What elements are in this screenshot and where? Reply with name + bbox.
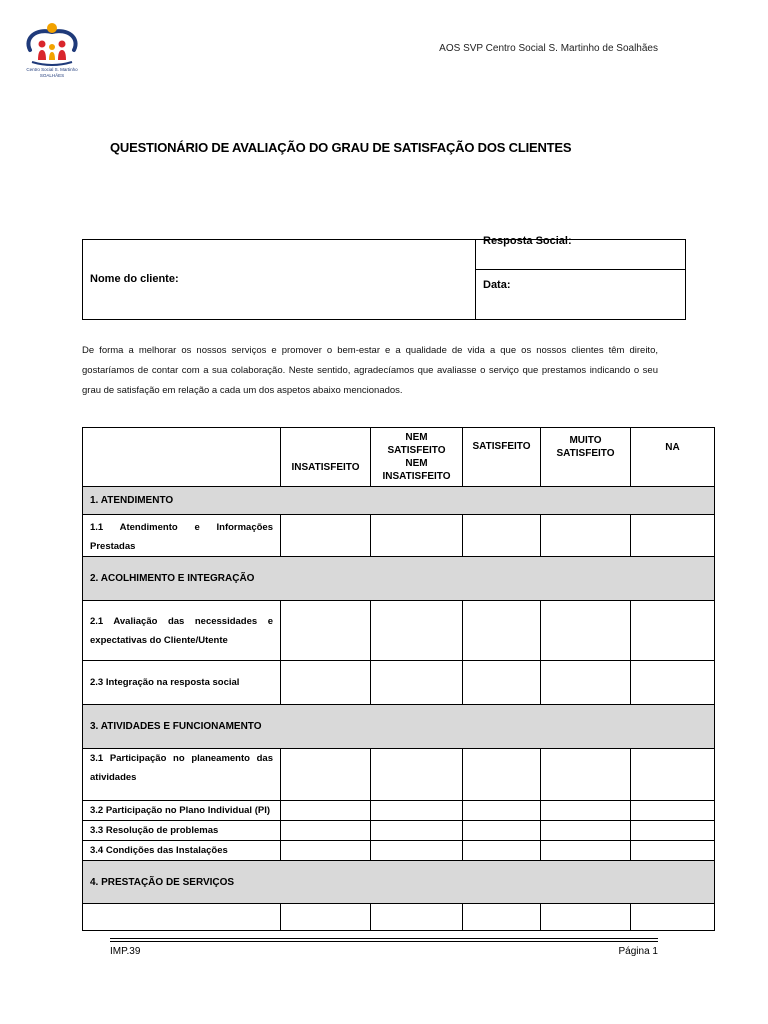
table-row	[83, 821, 715, 841]
rating-cell[interactable]	[463, 749, 541, 801]
section-row	[83, 487, 715, 515]
item-label: 3.1 Participação no planeamento das atividades	[83, 749, 281, 801]
social-response-label: Resposta Social:	[483, 235, 572, 247]
rating-cell[interactable]	[281, 749, 371, 801]
table-row	[83, 841, 715, 861]
rating-cell[interactable]	[371, 749, 463, 801]
logo-caption: Centro Social S. Martinho	[26, 67, 78, 72]
column-header-na: NA	[631, 428, 715, 487]
rating-cell[interactable]	[371, 801, 463, 821]
rating-cell[interactable]	[463, 661, 541, 705]
rating-cell[interactable]	[371, 841, 463, 861]
rating-cell[interactable]	[463, 601, 541, 661]
item-label: 2.3 Integração na resposta social	[83, 661, 281, 705]
logo-caption-location: SOALHÃES	[39, 73, 65, 78]
rating-cell[interactable]	[541, 515, 631, 557]
rating-cell[interactable]	[541, 821, 631, 841]
rating-cell[interactable]	[541, 749, 631, 801]
footer-divider	[110, 938, 658, 939]
column-header-satisfeito: SATISFEITO	[463, 428, 541, 487]
section-row	[83, 557, 715, 601]
rating-cell[interactable]	[631, 515, 715, 557]
section-row	[83, 861, 715, 904]
rating-cell[interactable]	[281, 515, 371, 557]
column-header-muito-satisfeito	[541, 428, 631, 487]
rating-cell[interactable]	[281, 904, 371, 931]
organization-name: AOS SVP Centro Social S. Martinho de Soalhães	[439, 43, 658, 54]
rating-cell[interactable]	[463, 801, 541, 821]
rating-cell[interactable]	[281, 841, 371, 861]
column-header-nem-satisfeito	[371, 428, 463, 487]
section-title-atendimento: 1. ATENDIMENTO	[83, 487, 715, 515]
table-row	[83, 515, 715, 557]
rating-cell[interactable]	[463, 904, 541, 931]
rating-cell[interactable]	[281, 821, 371, 841]
table-row	[83, 661, 715, 705]
table-row	[83, 904, 715, 931]
rating-cell[interactable]	[371, 601, 463, 661]
section-title-acolhimento: 2. ACOLHIMENTO E INTEGRAÇÃO	[83, 557, 715, 601]
client-name-label: Nome do cliente:	[90, 273, 179, 285]
table-row	[83, 749, 715, 801]
rating-cell[interactable]	[541, 801, 631, 821]
rating-cell[interactable]	[371, 904, 463, 931]
rating-cell[interactable]	[541, 841, 631, 861]
column-header-insatisfeito: INSATISFEITO	[281, 428, 371, 487]
client-info-box	[82, 235, 686, 320]
item-label: 3.2 Participação no Plano Individual (PI)	[83, 801, 281, 821]
intro-paragraph: De forma a melhorar os nossos serviços e promover o bem-estar e a qualidade de vida a que os nossos clientes têm direito, gostaríamos de contar com a sua colaboração. Neste sentido, agradecíamos que avaliasse o serviço que prestamos indicando o seu grau de satisfação em relação a cada um dos aspetos abaixo mencionados.	[82, 345, 658, 396]
date-label: Data:	[483, 279, 511, 291]
rating-cell[interactable]	[631, 904, 715, 931]
table-row	[83, 601, 715, 661]
table-row	[83, 801, 715, 821]
page-title: QUESTIONÁRIO DE AVALIAÇÃO DO GRAU DE SATISFAÇÃO DOS CLIENTES	[110, 140, 572, 155]
rating-cell[interactable]	[371, 515, 463, 557]
rating-cell[interactable]	[463, 515, 541, 557]
table-header-row	[83, 428, 715, 487]
item-label: 3.3 Resolução de problemas	[83, 821, 281, 841]
social-response-field[interactable]	[476, 235, 685, 270]
logo-figures-icon	[20, 20, 84, 68]
column-header-muito-satisfeito-label: MUITO SATISFEITO	[556, 435, 615, 459]
rating-cell[interactable]	[463, 841, 541, 861]
footer-divider	[110, 941, 658, 942]
header-empty-cell	[83, 428, 281, 487]
rating-cell[interactable]	[371, 661, 463, 705]
section-title-prestacao: 4. PRESTAÇÃO DE SERVIÇOS	[83, 861, 715, 904]
rating-cell[interactable]	[631, 801, 715, 821]
item-label: 1.1 Atendimento e Informações Prestadas	[83, 515, 281, 557]
rating-cell[interactable]	[281, 661, 371, 705]
client-name-field[interactable]	[83, 240, 476, 319]
rating-cell[interactable]	[281, 601, 371, 661]
rating-cell[interactable]	[631, 749, 715, 801]
rating-cell[interactable]	[541, 601, 631, 661]
rating-cell[interactable]	[631, 661, 715, 705]
section-row	[83, 705, 715, 749]
document-code: IMP.39	[110, 946, 141, 957]
rating-cell[interactable]	[281, 801, 371, 821]
organization-logo	[20, 20, 84, 84]
section-title-atividades: 3. ATIVIDADES E FUNCIONAMENTO	[83, 705, 715, 749]
rating-cell[interactable]	[463, 821, 541, 841]
rating-cell[interactable]	[631, 841, 715, 861]
item-label	[83, 904, 281, 931]
date-field[interactable]	[476, 270, 685, 319]
column-header-nem-satisfeito-label: NEM SATISFEITO NEM INSATISFEITO	[382, 432, 451, 482]
page-number: Página 1	[618, 946, 658, 957]
rating-cell[interactable]	[631, 601, 715, 661]
item-label: 3.4 Condições das Instalações	[83, 841, 281, 861]
rating-cell[interactable]	[541, 661, 631, 705]
rating-cell[interactable]	[541, 904, 631, 931]
rating-cell[interactable]	[631, 821, 715, 841]
item-label: 2.1 Avaliação das necessidades e expectativas do Cliente/Utente	[83, 601, 281, 661]
satisfaction-table	[82, 427, 715, 931]
rating-cell[interactable]	[371, 821, 463, 841]
